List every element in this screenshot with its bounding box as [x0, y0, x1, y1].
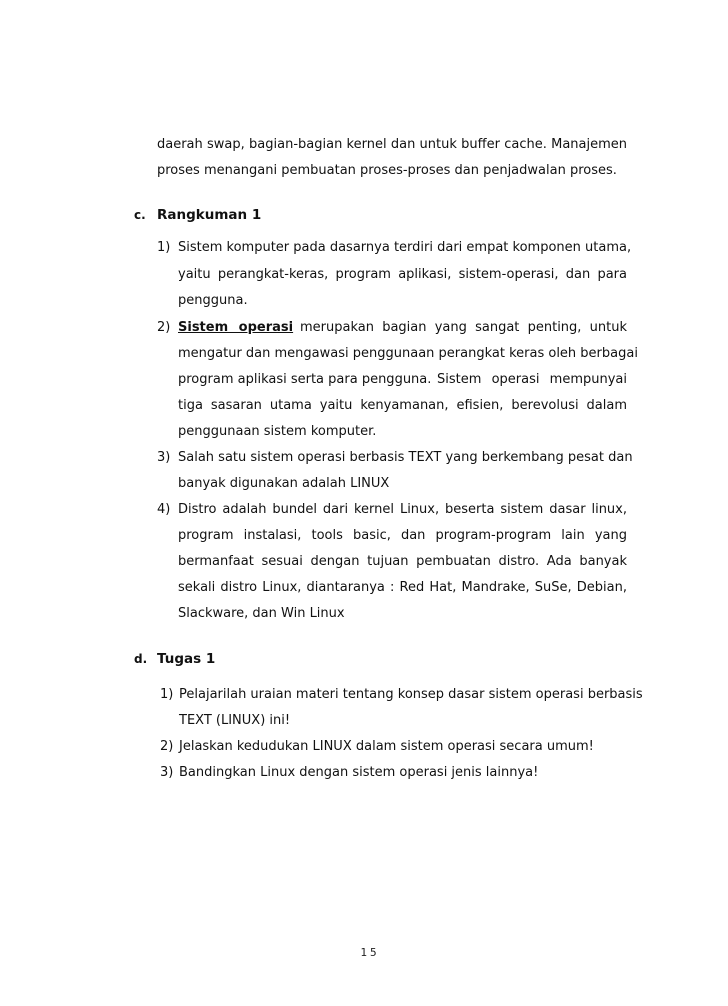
emphasized-term: Sistem operasi	[178, 320, 294, 335]
list-item-line: Sistem komputer pada dasarnya terdiri dari empat komponen utama,	[178, 240, 632, 255]
list-item-number: 3)	[157, 450, 171, 465]
section-letter: c.	[134, 208, 146, 222]
list-item-number: 1)	[157, 240, 171, 255]
list-item-line: pengguna.	[178, 293, 248, 308]
list-item-line: bermanfaat sesuai dengan tujuan pembuatan distro. Ada banyak	[178, 554, 627, 569]
list-item-line: yaitu perangkat-keras, program aplikasi, sistem-operasi, dan para	[178, 267, 627, 282]
list-item-number: 3)	[160, 765, 174, 780]
list-item-line: Salah satu sistem operasi berbasis TEXT yang berkembang pesat dan	[178, 450, 633, 465]
list-item-line: penggunaan sistem komputer.	[178, 424, 377, 439]
list-item-line: mengatur dan mengawasi penggunaan perangkat keras oleh berbagai	[178, 346, 638, 361]
list-item-line: program aplikasi serta para pengguna.	[178, 372, 432, 387]
list-item-line: Bandingkan Linux dengan sistem operasi jenis lainnya!	[179, 765, 539, 780]
intro-line: proses menangani pembuatan proses-proses dan penjadwalan proses.	[157, 163, 617, 178]
list-item-line: tiga sasaran utama yaitu kenyamanan, efisien, berevolusi dalam	[178, 398, 627, 413]
section-title: Tugas 1	[157, 651, 216, 667]
list-item-line: merupakan bagian yang sangat penting, untuk	[300, 320, 627, 335]
list-item-number: 2)	[160, 739, 174, 754]
intro-line: daerah swap, bagian-bagian kernel dan untuk buffer cache. Manajemen	[157, 137, 627, 152]
section-letter: d.	[134, 652, 148, 666]
section-heading-d	[134, 650, 334, 668]
list-item-line: sekali distro Linux, diantaranya : Red Hat, Mandrake, SuSe, Debian,	[178, 580, 627, 595]
list-item-line: banyak digunakan adalah LINUX	[178, 476, 390, 491]
list-item-number: 2)	[157, 320, 171, 335]
list-item-line: TEXT (LINUX) ini!	[179, 713, 291, 728]
list-item-number: 4)	[157, 502, 171, 517]
page-number: 15	[360, 946, 380, 959]
section-heading-c	[134, 206, 334, 224]
section-title: Rangkuman 1	[157, 207, 262, 223]
list-item-line: program instalasi, tools basic, dan program-program lain yang	[178, 528, 627, 543]
list-item-line: Slackware, dan Win Linux	[178, 606, 345, 621]
list-item-line: Pelajarilah uraian materi tentang konsep dasar sistem operasi berbasis	[179, 687, 643, 702]
list-item-line: Distro adalah bundel dari kernel Linux, beserta sistem dasar linux,	[178, 502, 627, 517]
list-item-number: 1)	[160, 687, 174, 702]
list-item-line: Sistem operasi mempunyai	[437, 372, 627, 387]
list-item-line: Jelaskan kedudukan LINUX dalam sistem operasi secara umum!	[179, 739, 594, 754]
